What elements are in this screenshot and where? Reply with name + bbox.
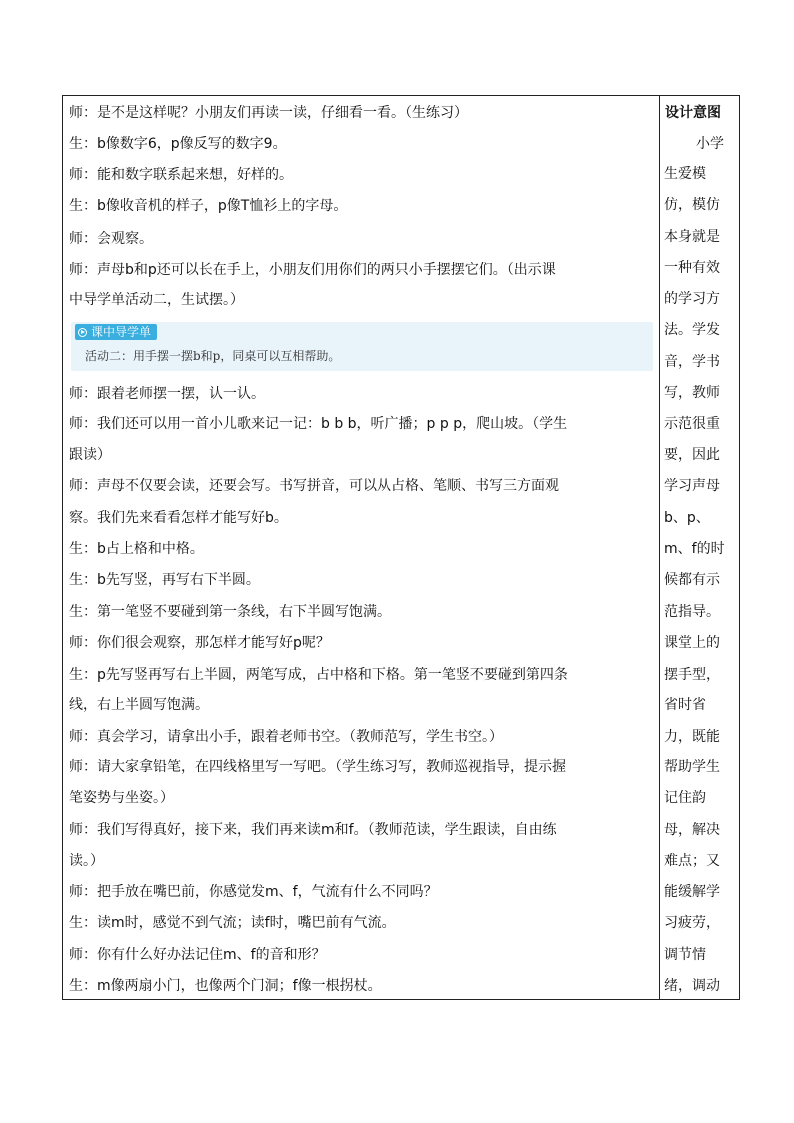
play-circle-icon: [78, 328, 87, 337]
dialogue-line: 师：声母不仅要会读，还要会写。书写拼音，可以从占格、笔顺、书写三方面观: [69, 478, 559, 494]
design-intent-line: 难点；又: [664, 853, 720, 869]
design-intent-line: 法。学发: [664, 322, 720, 338]
dialogue-line: 师：真会学习，请拿出小手，跟着老师书空。（教师范写，学生书空。）: [69, 729, 503, 745]
dialogue-line: 笔姿势与坐姿。）: [69, 790, 174, 806]
dialogue-line: 生：b像收音机的样子，p像T恤衫上的字母。: [69, 198, 348, 214]
dialogue-line: 生：p先写竖再写右上半圆，两笔写成，占中格和下格。第一笔竖不要碰到第四条: [69, 667, 568, 683]
dialogue-line: 师：能和数字联系起来想，好样的。: [69, 167, 293, 183]
design-intent-line: 习疲劳，: [664, 915, 720, 931]
design-intent-line: 力，既能: [664, 729, 720, 745]
dialogue-line: 师：请大家拿铅笔，在四线格里写一写吧。（学生练习写，教师巡视指导，提示握: [69, 759, 566, 775]
dialogue-line: 生：b占上格和中格。: [69, 541, 204, 557]
design-intent-line: 调节情: [664, 947, 706, 963]
design-intent-line: 小学: [696, 136, 724, 152]
design-intent-title: 设计意图: [665, 105, 721, 121]
guide-sheet-text: 活动二：用手摆一摆b和p，同桌可以互相帮助。: [85, 349, 341, 363]
guide-sheet-tag: [75, 324, 157, 340]
design-intent-line: m、f的时: [664, 541, 725, 557]
design-intent-line: 本身就是: [664, 229, 720, 245]
design-intent-line: 省时省: [664, 697, 706, 713]
design-intent-line: 生爱模: [664, 166, 706, 182]
lesson-table: [62, 95, 740, 1000]
design-intent-line: 绪，调动: [664, 978, 720, 994]
dialogue-line: 生：读m时，感觉不到气流；读f时，嘴巴前有气流。: [69, 915, 396, 931]
design-intent-line: 摆手型，: [664, 667, 720, 683]
design-intent-line: 范指导。: [664, 604, 720, 620]
column-divider: [659, 96, 660, 999]
design-intent-line: 课堂上的: [664, 635, 720, 651]
design-intent-line: 母，解决: [664, 822, 720, 838]
guide-sheet-box: [71, 322, 653, 371]
design-intent-line: 示范很重: [664, 416, 720, 432]
dialogue-line: 中导学单活动二，生试摆。）: [69, 292, 244, 308]
design-intent-line: 候都有示: [664, 572, 720, 588]
design-intent-line: 要，因此: [664, 447, 720, 463]
design-intent-line: 能缓解学: [664, 884, 720, 900]
dialogue-line: 师：我们写得真好，接下来，我们再来读m和f。（教师范读，学生跟读，自由练: [69, 822, 557, 838]
dialogue-line: 师：是不是这样呢？小朋友们再读一读，仔细看一看。（生练习）: [69, 105, 468, 121]
dialogue-line: 察。我们先来看看怎样才能写好b。: [69, 510, 288, 526]
dialogue-line: 生：第一笔竖不要碰到第一条线，右下半圆写饱满。: [69, 604, 391, 620]
dialogue-line: 生：b像数字6，p像反写的数字9。: [69, 136, 287, 152]
dialogue-line: 读。）: [69, 853, 104, 869]
design-intent-line: 一种有效: [664, 260, 720, 276]
dialogue-line: 师：会观察。: [69, 231, 153, 247]
dialogue-line: 师：你们很会观察，那怎样才能写好p呢？: [69, 635, 330, 651]
design-intent-line: 的学习方: [664, 291, 720, 307]
guide-sheet-tag-label: 课中导学单: [91, 325, 152, 339]
dialogue-line: 师：跟着老师摆一摆，认一认。: [69, 386, 265, 402]
design-intent-line: 学习声母: [664, 478, 720, 494]
dialogue-line: 跟读）: [69, 447, 111, 463]
design-intent-line: 音，学书: [664, 354, 720, 370]
design-intent-line: 仿，模仿: [664, 197, 720, 213]
design-intent-line: 帮助学生: [664, 759, 720, 775]
design-intent-line: 写，教师: [664, 385, 720, 401]
dialogue-line: 师：把手放在嘴巴前，你感觉发m、f，气流有什么不同吗？: [69, 884, 438, 900]
dialogue-line: 生：m像两扇小门，也像两个门洞；f像一根拐杖。: [69, 978, 382, 994]
dialogue-line: 师：你有什么好办法记住m、f的音和形？: [69, 947, 326, 963]
dialogue-line: 线，右上半圆写饱满。: [69, 697, 209, 713]
dialogue-line: 师：我们还可以用一首小儿歌来记一记：b b b，听广播；p p p，爬山坡。（学生: [69, 416, 568, 432]
dialogue-line: 师：声母b和p还可以长在手上，小朋友们用你们的两只小手摆摆它们。（出示课: [69, 262, 556, 278]
design-intent-line: 记住韵: [664, 790, 706, 806]
dialogue-line: 生：b先写竖，再写右下半圆。: [69, 572, 260, 588]
design-intent-line: b、p、: [664, 510, 710, 526]
